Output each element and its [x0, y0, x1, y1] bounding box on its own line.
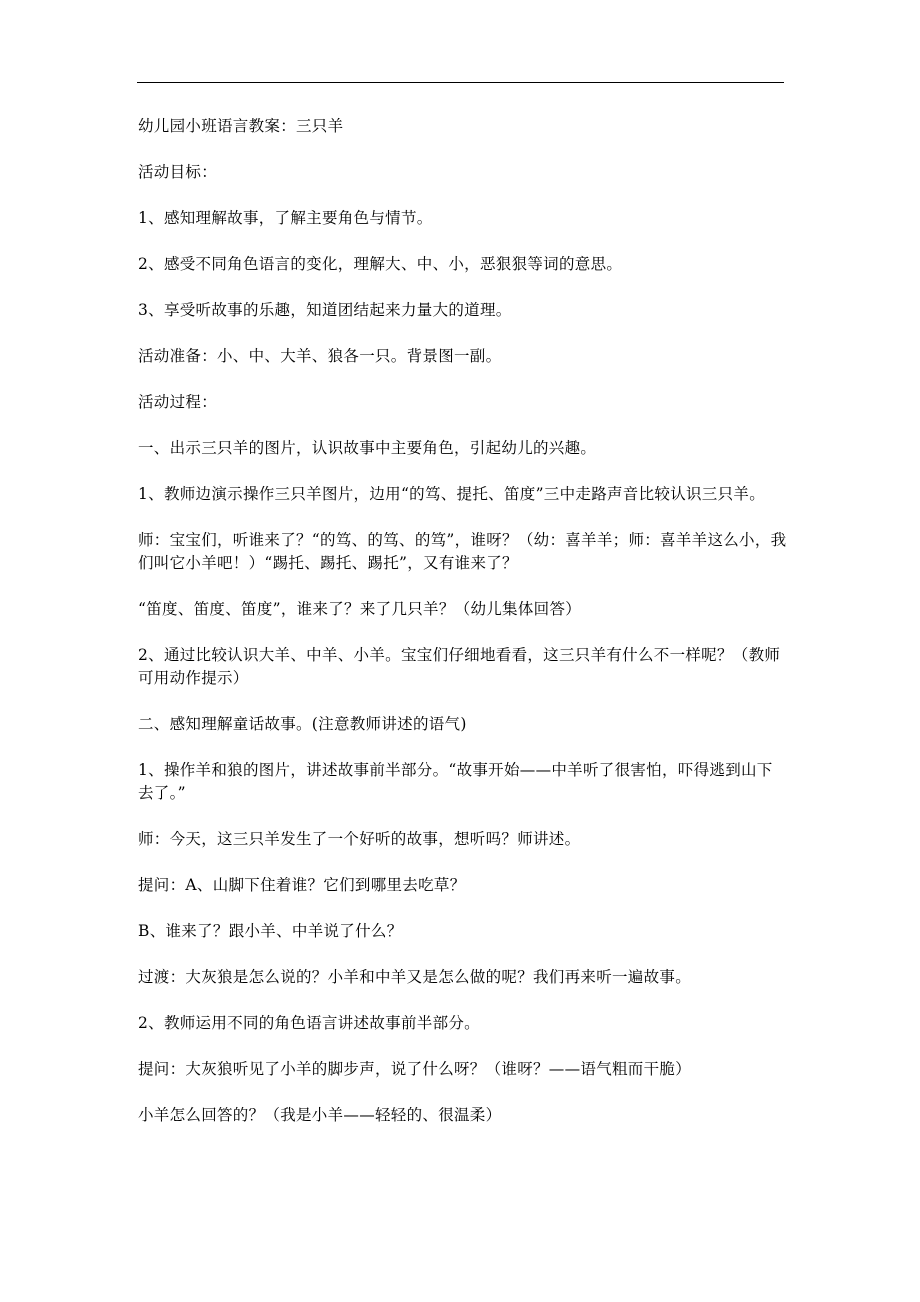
section-2-step-2: 2、教师运用不同的角色语言讲述故事前半部分。 — [138, 1014, 480, 1032]
document-body — [138, 115, 788, 1150]
document-title: 幼儿园小班语言教案：三只羊 — [138, 117, 344, 135]
question-paragraph: B、谁来了？跟小羊、中羊说了什么？ — [138, 922, 403, 940]
section-2-step-1: 1、操作羊和狼的图片，讲述故事前半部分。“故事开始——中羊听了很害怕，吓得逃到山下去了。” — [138, 761, 773, 802]
heading-process: 活动过程： — [138, 393, 218, 411]
dialogue-paragraph: “笛度、笛度、笛度”，谁来了？来了几只羊？（幼儿集体回答） — [138, 600, 582, 618]
heading-objectives: 活动目标： — [138, 163, 218, 181]
objective-2: 2、感受不同角色语言的变化，理解大、中、小，恶狠狠等词的意思。 — [138, 255, 623, 273]
preparation: 活动准备：小、中、大羊、狼各一只。背景图一副。 — [138, 347, 502, 365]
section-1-heading: 一、出示三只羊的图片，认识故事中主要角色，引起幼儿的兴趣。 — [138, 439, 597, 457]
answer-paragraph: 小羊怎么回答的？（我是小羊——轻轻的、很温柔） — [138, 1106, 502, 1124]
question-paragraph: 提问：大灰狼听见了小羊的脚步声，说了什么呀？（谁呀？——语气粗而干脆） — [138, 1060, 692, 1078]
section-1-step-2: 2、通过比较认识大羊、中羊、小羊。宝宝们仔细地看看，这三只羊有什么不一样呢？（教师可用动作提示） — [138, 646, 781, 687]
section-1-step-1: 1、教师边演示操作三只羊图片，边用“的笃、提托、笛度”三中走路声音比较认识三只羊。 — [138, 485, 766, 503]
objective-3: 3、享受听故事的乐趣，知道团结起来力量大的道理。 — [138, 301, 512, 319]
transition-paragraph: 过渡：大灰狼是怎么说的？小羊和中羊又是怎么做的呢？我们再来听一遍故事。 — [138, 968, 692, 986]
dialogue-paragraph: 师：今天，这三只羊发生了一个好听的故事，想听吗？师讲述。 — [138, 830, 581, 848]
question-paragraph: 提问：A、山脚下住着谁？它们到哪里去吃草？ — [138, 876, 466, 894]
dialogue-paragraph: 师：宝宝们，听谁来了？“的笃、的笃、的笃”，谁呀？（幼：喜羊羊；师：喜羊羊这么小，我们叫它小羊吧！）“踢托、踢托、踢托”，又有谁来了？ — [138, 531, 787, 572]
header-rule — [137, 82, 784, 83]
objective-1: 1、感知理解故事，了解主要角色与情节。 — [138, 209, 433, 227]
section-2-heading: 二、感知理解童话故事。(注意教师讲述的语气) — [138, 715, 467, 733]
